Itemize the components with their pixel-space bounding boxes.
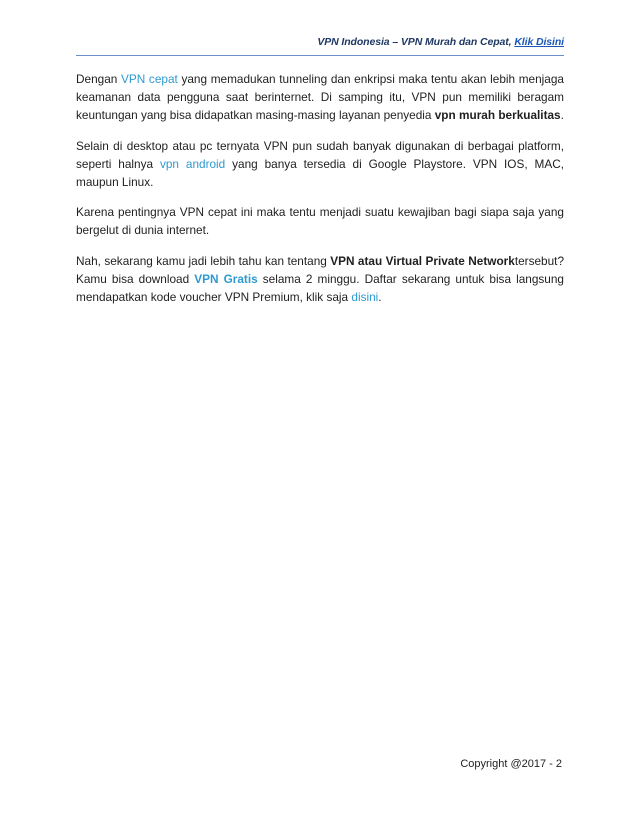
paragraph-text: Selain di desktop atau pc ternyata VPN pun sudah banyak digunakan di berbagai platform, seperti halnya (76, 138, 564, 171)
article-body (76, 70, 564, 318)
paragraph-text: Karena pentingnya VPN cepat ini maka tentu menjadi suatu kewajiban bagi siapa saja yang bergelut di dunia internet. (76, 205, 564, 238)
paragraph-text: Dengan (76, 72, 121, 86)
paragraph-text: yang memadukan tunneling dan enkripsi maka tentu akan lebih menjaga keamanan data pengguna saat berinternet. Di samping itu, VPN pun memiliki beragam keuntungan yang bisa didapatkan masing-masing layanan penyedia (76, 72, 564, 123)
paragraph-text: tersebut? Kamu bisa download (76, 253, 564, 286)
header-link-klik-disini[interactable]: Klik Disini (514, 36, 564, 48)
header-divider (76, 55, 564, 56)
link-vpn-gratis[interactable]: VPN Gratis (194, 271, 258, 286)
page-header (76, 36, 564, 48)
link-vpn-android[interactable]: vpn android (159, 156, 226, 171)
paragraph-text: . (560, 108, 564, 123)
header-title: VPN Indonesia – VPN Murah dan Cepat, (317, 36, 515, 48)
paragraph-2 (76, 137, 564, 192)
page-footer: Copyright @2017 - 2 (460, 758, 562, 770)
bold-vpn-murah-berkualitas: vpn murah berkualitas (434, 108, 561, 123)
paragraph-text: Nah, sekarang kamu jadi lebih tahu kan tentang (76, 253, 331, 268)
paragraph-text: . (378, 290, 382, 305)
paragraph-text: selama 2 minggu. Daftar sekarang untuk bisa langsung mendapatkan kode voucher VPN Premium, klik saja (76, 271, 564, 305)
paragraph-1 (76, 70, 564, 125)
bold-vpn-virtual-private-network: VPN atau Virtual Private Network (330, 253, 515, 268)
link-vpn-cepat[interactable]: VPN cepat (121, 72, 178, 86)
paragraph-4 (76, 252, 564, 307)
link-disini[interactable]: disini (351, 290, 379, 305)
paragraph-text: yang banya tersedia di Google Playstore. VPN IOS, MAC, maupun Linux. (76, 156, 565, 190)
paragraph-3 (76, 203, 564, 239)
